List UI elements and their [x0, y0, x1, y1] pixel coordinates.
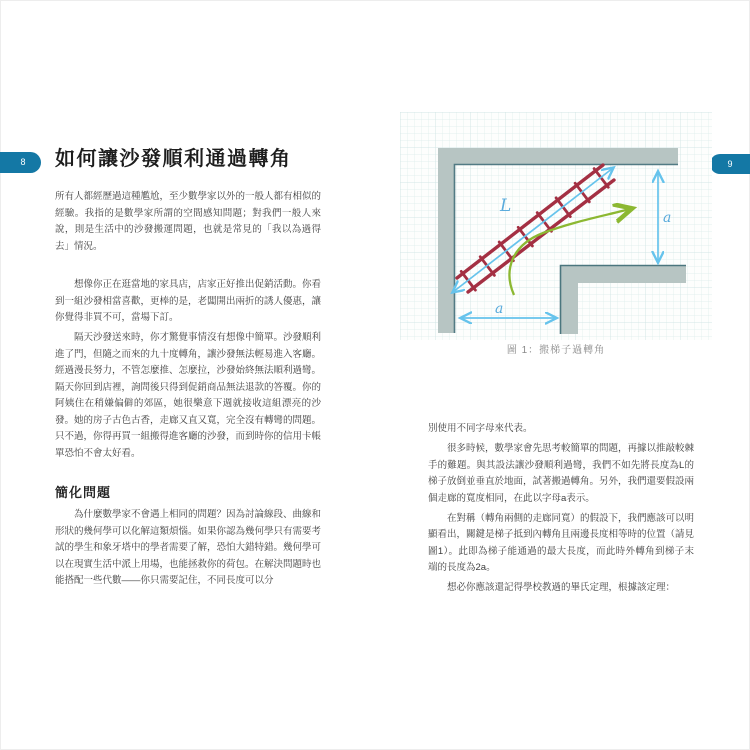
ladder-length-label: L — [500, 196, 512, 216]
inner-wall-vertical — [560, 265, 578, 334]
body-paragraph: 很多時候，數學家會先思考較簡單的問題，再據以推敲較棘手的難題。與其設法讓沙發順利過彎，我們不如先將長度為L的梯子放倒並垂直於地面，試著搬過轉角。另外，我們還要假設兩個走廊的寬度相同，在此以字母a表示。 — [428, 443, 695, 504]
body-paragraph: 為什麼數學家不會遇上相同的問題？因為討論線段、曲線和形狀的幾何學可以化解這類煩惱。如果你認為幾何學只有需要考試的學生和象牙塔中的學者需要了解，恐怕大錯特錯。幾何學可以在現實生活中派上用場，也能拯救你的荷包。在解決問題時也能搭配一些代數——你只需要記住，不同長度可以分 — [55, 509, 322, 586]
left-page — [55, 146, 321, 593]
corridor-width-label-horizontal: a — [495, 301, 504, 317]
figure-caption: 圖 1：搬梯子過轉角 — [506, 345, 606, 356]
body-paragraph: 想必你應該還記得學校教過的畢氏定理，根據該定理： — [447, 582, 676, 593]
section-heading: 簡化問題 — [55, 485, 112, 500]
right-page — [428, 421, 694, 600]
left-page-tab — [0, 152, 41, 173]
intro-paragraph: 所有人都經歷過這種尷尬，至少數學家以外的一般人都有相似的經驗。我指的是數學家所謂的空間感知問題；對我們一般人來說，則是生活中的沙發搬運問題，也就是常見的「我以為過得去」情況。 — [55, 191, 322, 252]
body-paragraph: 隔天沙發送來時，你才驚覺事情沒有想像中簡單。沙發順利進了門，但隨之而來的九十度轉角，讓沙發無法輕易進入客廳。經過漫長努力，不管怎麼推、怎麼拉，沙發始終無法順利過彎。隔天你回到店裡，詢問後只得到促銷商品無法退款的答覆。你的阿姨住在稍嫌偏僻的郊區，她很樂意下週就接收這組漂亮的沙發。她的房子古色古香，走廊又直又寬，完全沒有轉彎的問題。只不過，你得再買一組搬得進客廳的沙發，而到時你的信用卡帳單恐怕不會太好看。 — [55, 332, 322, 459]
right-page-number: 9 — [727, 158, 733, 169]
body-paragraph: 想像你正在逛當地的家具店，店家正好推出促銷活動。你看到一組沙發相當喜歡，更棒的是，老闆開出兩折的誘人優惠，讓你覺得非買不可，當場下訂。 — [55, 279, 322, 323]
body-paragraph: 在對稱（轉角兩側的走廊同寬）的假設下，我們應該可以明顯看出，關鍵是梯子抵到內轉角且兩邊長度相等時的位置（請見圖1）。此即為梯子能通過的最大長度，而此時外轉角到梯子末端的長度為2a。 — [428, 512, 695, 573]
left-wall — [438, 148, 454, 333]
figure-1 — [400, 112, 712, 365]
left-page-number: 8 — [20, 157, 26, 167]
inner-wall-horizontal — [560, 265, 686, 283]
corridor-width-label-vertical: a — [663, 210, 672, 226]
right-page-tab — [710, 154, 750, 174]
continuation-paragraph: 別使用不同字母來代表。 — [428, 423, 533, 434]
top-wall — [438, 148, 678, 164]
corner-diagram — [400, 112, 712, 340]
chapter-title: 如何讓沙發順利通過轉角 — [55, 148, 292, 170]
